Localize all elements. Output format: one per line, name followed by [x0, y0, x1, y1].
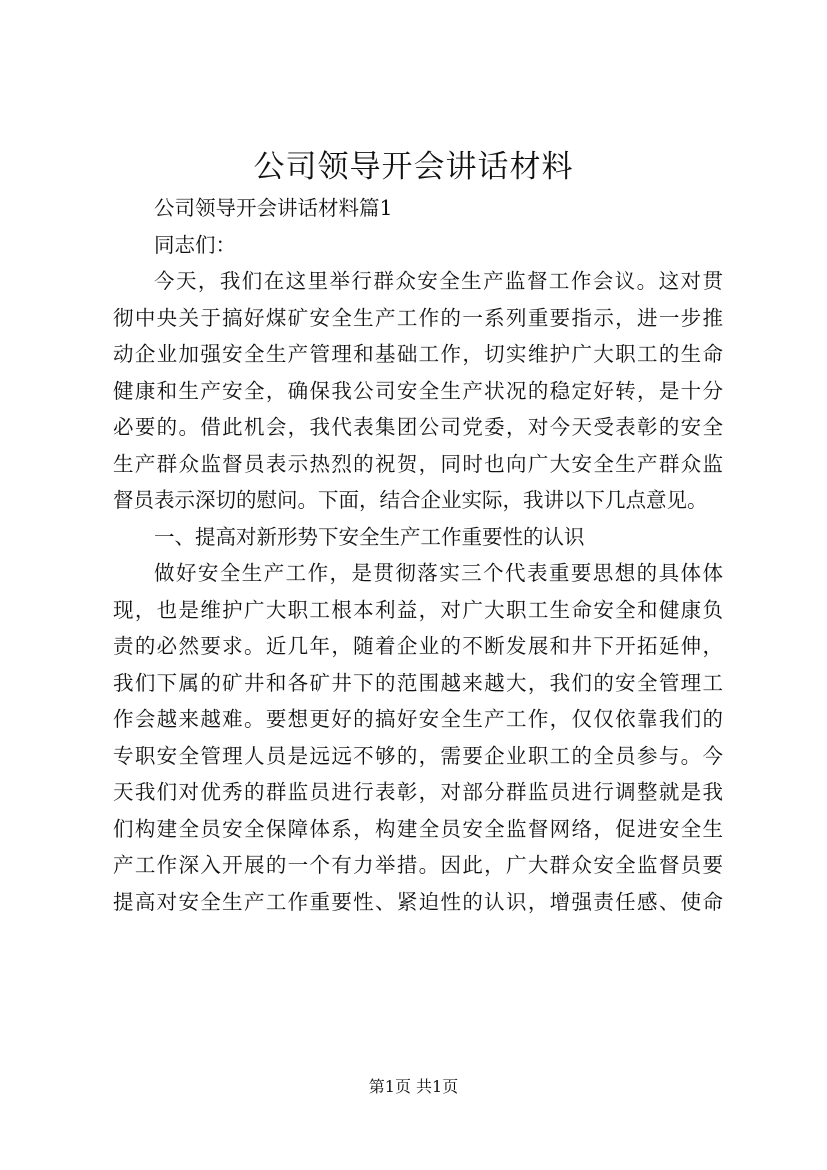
document-title: 公司领导开会讲话材料: [253, 149, 574, 185]
paragraph-line: 责的必然要求。近几年，随着企业的不断发展和井下开拓延伸，: [113, 634, 723, 658]
paragraph-line: 彻中央关于搞好煤矿安全生产工作的一系列重要指示，进一步推: [113, 305, 723, 330]
paragraph-line: 健康和生产安全，确保我公司安全生产状况的稳定好转，是十分: [113, 378, 723, 403]
paragraph-line: 专职安全管理人员是远远不够的，需要企业职工的全员参与。今: [113, 743, 723, 768]
section-heading: 一、提高对新形势下安全生产工作重要性的认识: [154, 524, 585, 549]
document-body: [113, 190, 723, 920]
salutation: 同志们：: [154, 232, 236, 257]
paragraph-line: 做好安全生产工作，是贯彻落实三个代表重要思想的具体体: [154, 561, 723, 585]
paragraph-line: 产工作深入开展的一个有力举措。因此，广大群众安全监督员要: [113, 853, 723, 877]
paragraph-line: 提高对安全生产工作重要性、紧迫性的认识，增强责任感、使命: [113, 889, 723, 914]
paragraph-line: 督员表示深切的慰问。下面，结合企业实际，我讲以下几点意见。: [113, 488, 708, 512]
document-subtitle: 公司领导开会讲话材料篇1: [154, 196, 393, 220]
paragraph-line: 我们下属的矿井和各矿井下的范围越来越大，我们的安全管理工: [113, 670, 723, 695]
paragraph-line: 们构建全员安全保障体系，构建全员安全监督网络，促进安全生: [113, 816, 723, 841]
paragraph-line: 今天，我们在这里举行群众安全生产监督工作会议。这对贯: [154, 269, 723, 293]
paragraph-line: 作会越来越难。要想更好的搞好安全生产工作，仅仅依靠我们的: [113, 707, 723, 731]
paragraph-line: 生产群众监督员表示热烈的祝贺，同时也向广大安全生产群众监: [113, 451, 723, 476]
paragraph-line: 天我们对优秀的群监员进行表彰，对部分群监员进行调整就是我: [113, 780, 723, 804]
page-number-footer: 第1页 共1页: [368, 1077, 459, 1096]
paragraph-line: 必要的。借此机会，我代表集团公司党委，对今天受表彰的安全: [113, 415, 723, 439]
paragraph-line: 动企业加强安全生产管理和基础工作，切实维护广大职工的生命: [113, 342, 723, 366]
paragraph-line: 现，也是维护广大职工根本利益，对广大职工生命安全和健康负: [113, 597, 723, 622]
